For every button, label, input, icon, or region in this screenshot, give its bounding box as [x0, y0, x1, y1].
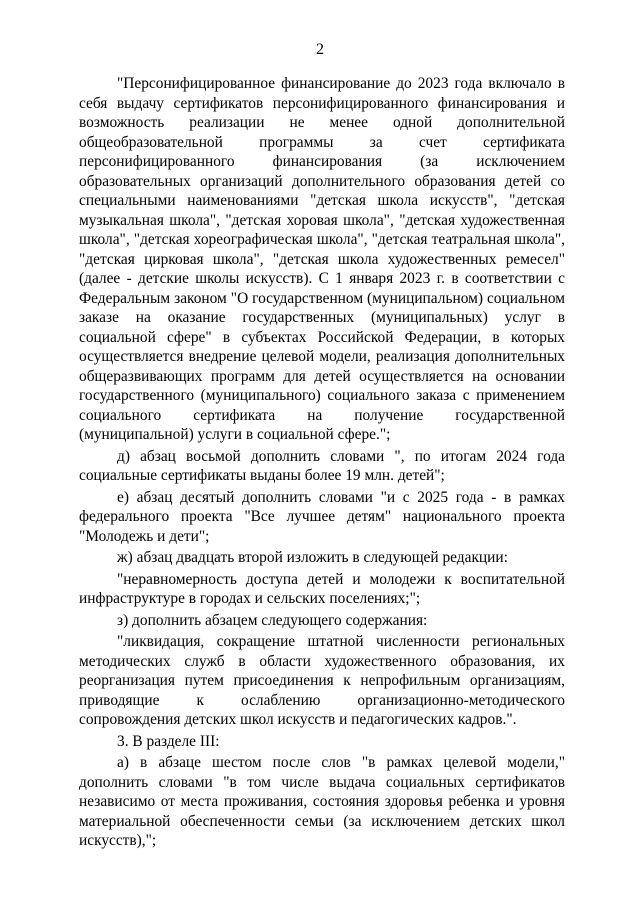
- paragraph-6: з) дополнить абзацем следующего содержания:: [117, 611, 428, 629]
- paragraph-7: "ликвидация, сокращение штатной численности региональных методических служб в области художественного образования, их реорганизация путем присоединения к непрофильным организациям, приводящие к ослаблению организационно-методического сопровождения детских школ искусств и педагогических кадров.".: [79, 633, 565, 728]
- paragraph-3: е) абзац десятый дополнить словами "и с 2025 года - в рамках федерального проекта "Все лучшее детям" национального проекта "Молодежь и дети";: [79, 488, 565, 545]
- paragraph-8: 3. В разделе III:: [117, 732, 220, 750]
- paragraph-2: д) абзац восьмой дополнить словами ", по итогам 2024 года социальные сертификаты выданы более 19 млн. детей";: [79, 447, 565, 484]
- document-body: [79, 74, 565, 851]
- paragraph-5: "неравномерность доступа детей и молодежи к воспитательной инфраструктуре в городах и сельских поселениях;";: [79, 570, 565, 607]
- paragraph-9: а) в абзаце шестом после слов "в рамках целевой модели," дополнить словами "в том числе выдача социальных сертификатов независимо от места проживания, состояния здоровья ребенка и уровня материальной обеспеченности семьи (за исключением детских школ искусств),";: [79, 754, 565, 849]
- paragraph-4: ж) абзац двадцать второй изложить в следующей редакции:: [117, 549, 508, 566]
- paragraph-1: "Персонифицированное финансирование до 2023 года включало в себя выдачу сертификатов персонифицированного финансирования и возможность реализации не менее одной дополнительной общеобразовательной программы за счет сертификата персонифицированного финансирования (за исключением образовательных организаций дополнительного образования детей со специальными наименованиями "детская школа искусств", "детская музыкальная школа", "детская хоровая школа", "детская художественная школа", "детская хореографическая школа", "детская театральная школа", "детская цирковая школа", "детская школа художественных ремесел" (далее - детские школы искусств). С 1 января 2023 г. в соответствии с Федеральным законом "О государственном (муниципальном) социальном заказе на оказание государственных (муниципальных) услуг в социальной сфере" в субъектах Российской Федерации, в которых осуществляется внедрение целевой модели, реализация дополнительных общеразвивающих программ для детей осуществляется на основании государственного (муниципального) социального заказа с применением социального сертификата на получение государственной (муниципальной) услуги в социальной сфере.";: [79, 75, 565, 443]
- page-number: 2: [316, 41, 324, 58]
